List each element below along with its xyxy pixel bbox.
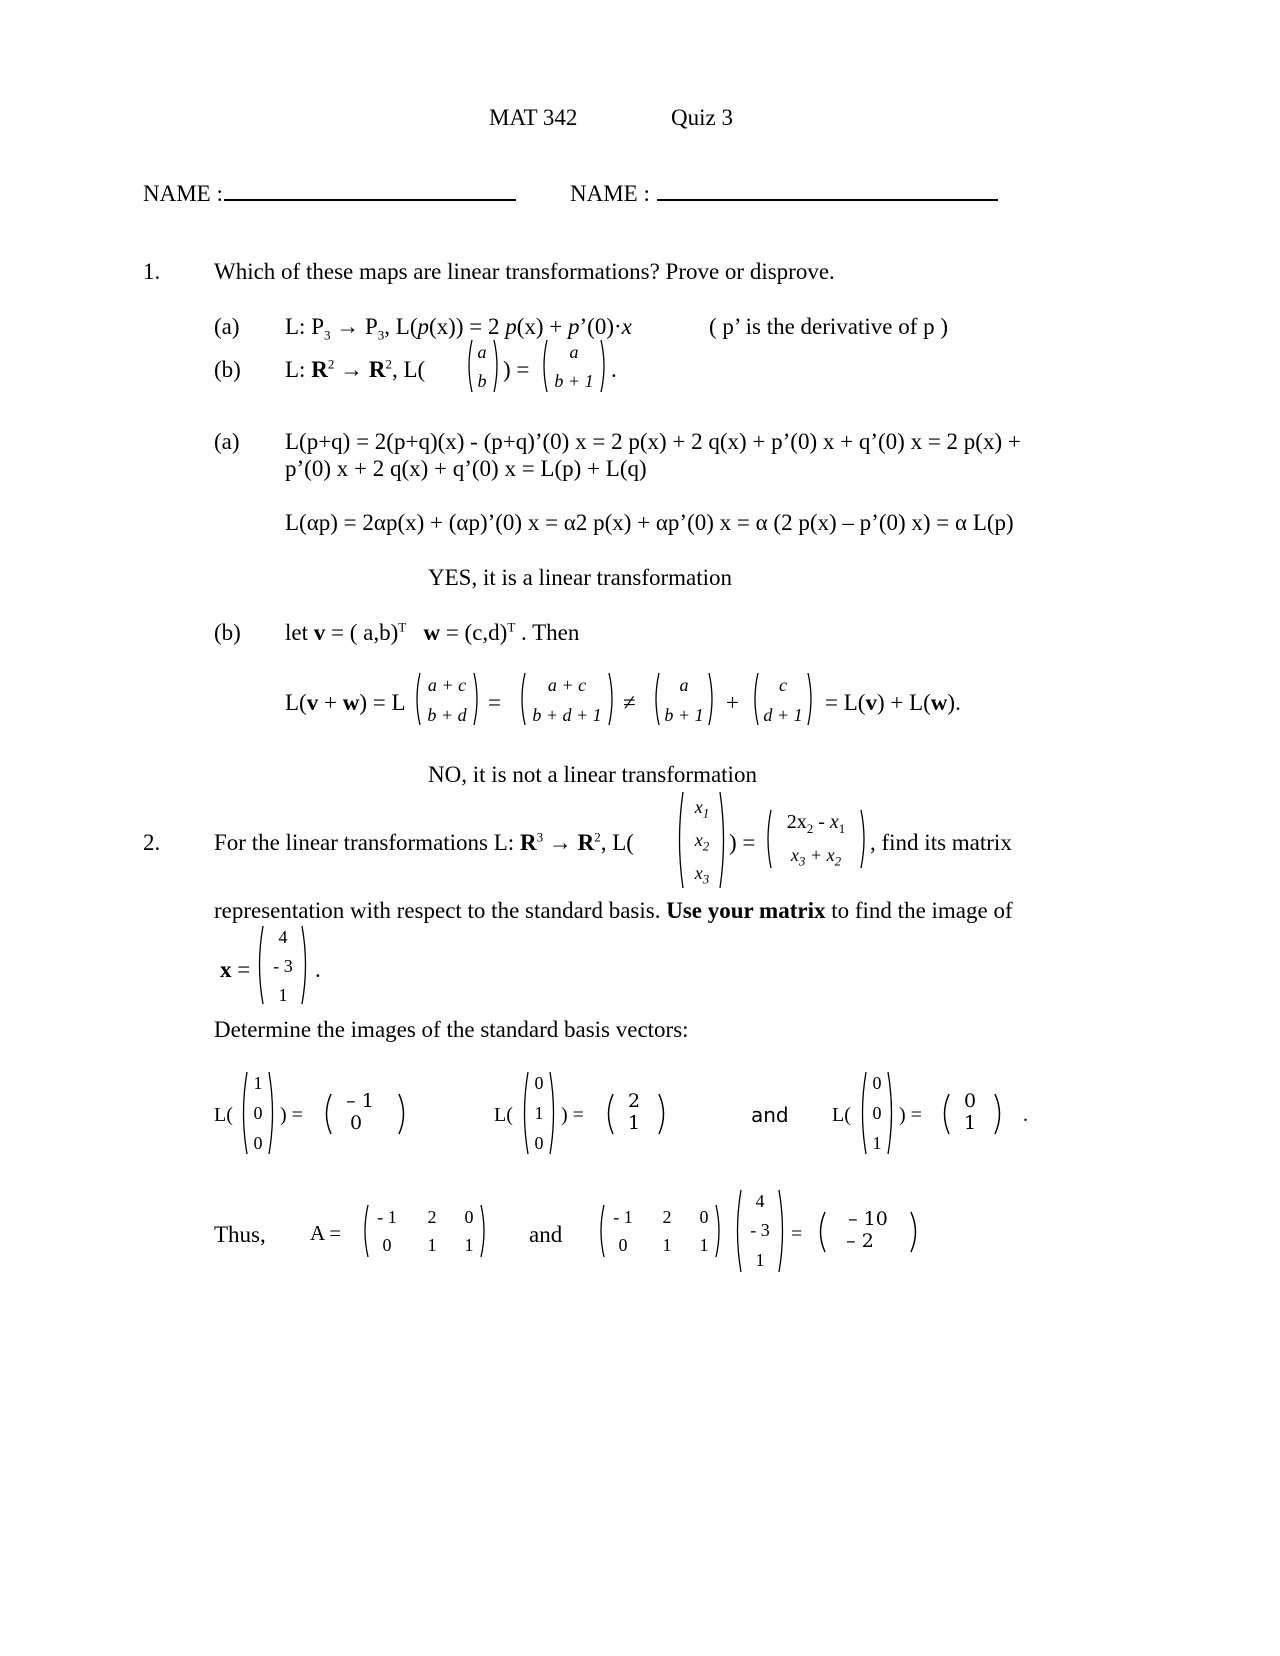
xvec-right-paren bbox=[301, 924, 309, 1006]
A2-r1c2: 2 bbox=[662, 1207, 672, 1227]
basis-2-v3: 0 bbox=[534, 1133, 544, 1153]
xvec-period: . bbox=[315, 957, 321, 982]
A-right-paren bbox=[480, 1203, 488, 1259]
basis-2-v2: 1 bbox=[534, 1103, 544, 1123]
paren-bout-left bbox=[540, 338, 548, 394]
m2-right-paren bbox=[608, 671, 616, 727]
solution-a-line-2: p’(0) x + 2 q(x) + q’(0) x = L(p) + L(q) bbox=[285, 456, 647, 481]
result-right-paren bbox=[910, 1210, 920, 1254]
course-title: MAT 342 bbox=[489, 105, 578, 130]
A-label: A = bbox=[310, 1221, 342, 1245]
part-a-note: ( p’ is the derivative of p ) bbox=[709, 314, 949, 339]
basis-1-v3: 0 bbox=[253, 1133, 263, 1153]
solution-a-label: (a) bbox=[214, 429, 240, 454]
solution-b-rhs: = L(v) + L(w). bbox=[825, 690, 961, 715]
xvec-1: 4 bbox=[278, 927, 288, 947]
problem-1-question: Which of these maps are linear transformations? Prove or disprove. bbox=[214, 259, 835, 284]
p2-in-x1: $x_1$ bbox=[694, 797, 710, 821]
A2-r2c1: 0 bbox=[618, 1235, 628, 1255]
xvec-3: 1 bbox=[278, 985, 288, 1005]
p2-eqclose: ) = bbox=[729, 830, 756, 855]
p2-out-top: $2x_2 - x_1$ bbox=[786, 811, 846, 836]
solution-a-line-1: L(p+q) = 2(p+q)(x) - (p+q)’(0) x = 2 p(x) + 2 q(x) + p’(0) x + q’(0) x = 2 p(x) + bbox=[285, 429, 1021, 454]
prod-vec-right-paren bbox=[778, 1188, 786, 1274]
solution-b-label: (b) bbox=[214, 620, 241, 645]
basis-1-v2: 0 bbox=[253, 1103, 263, 1123]
solution-b-lhs: L(v + w) = L bbox=[285, 690, 406, 715]
m4-right-paren bbox=[807, 671, 815, 727]
m3-bottom: b + 1 bbox=[664, 705, 704, 725]
part-b-vec-out-b: b + 1 bbox=[554, 371, 594, 391]
eq-sign: = bbox=[488, 690, 501, 715]
basis-3-v1: 0 bbox=[872, 1073, 882, 1093]
p2-in-left-paren bbox=[676, 790, 684, 890]
name-label-2: NAME : bbox=[570, 181, 650, 206]
determine-text: Determine the images of the standard basis vectors: bbox=[214, 1017, 689, 1042]
m3-top: a bbox=[679, 675, 689, 695]
p2-in-right-paren bbox=[719, 790, 727, 890]
A2-r1c1: - 1 bbox=[613, 1207, 633, 1227]
b1img-left-paren bbox=[322, 1092, 332, 1136]
basis-3-L: L( bbox=[832, 1104, 851, 1126]
A-r2c2: 1 bbox=[427, 1235, 437, 1255]
prod-eq: = bbox=[791, 1223, 803, 1245]
m1-left-paren bbox=[413, 671, 421, 727]
x-vector-label: x = bbox=[220, 957, 251, 982]
m1-bottom: b + d bbox=[427, 705, 467, 725]
basis-3-img-top: 0 bbox=[963, 1090, 977, 1112]
A-r2c3: 1 bbox=[464, 1235, 474, 1255]
result-left-paren bbox=[816, 1210, 826, 1254]
name-label-1: NAME : bbox=[143, 181, 223, 206]
part-b-period: . bbox=[611, 357, 617, 382]
neq-sign: ≠ bbox=[623, 690, 636, 715]
solution-b-let: let v = ( a,b)$^T$ $w = (c,d)^T$ . Then bbox=[285, 619, 580, 645]
result-bottom: – 2 bbox=[846, 1230, 874, 1252]
basis-1-L: L( bbox=[214, 1104, 233, 1126]
plus-sign: + bbox=[726, 690, 739, 715]
basis-3-v2: 0 bbox=[872, 1103, 882, 1123]
paren-bin-right bbox=[493, 338, 501, 394]
solution-b-verdict: NO, it is not a linear transformation bbox=[428, 762, 757, 787]
A-left-paren bbox=[361, 1203, 369, 1259]
m3-right-paren bbox=[708, 671, 716, 727]
basis-2-L: L( bbox=[494, 1104, 513, 1126]
A2-right-paren bbox=[715, 1203, 723, 1259]
basis-1-close: ) = bbox=[280, 1104, 303, 1126]
basis-3-v3: 1 bbox=[872, 1133, 882, 1153]
basis-3-img-bottom: 1 bbox=[963, 1112, 977, 1134]
m3-left-paren bbox=[652, 671, 660, 727]
result-top: – 10 bbox=[848, 1208, 888, 1230]
m4-top: c bbox=[779, 675, 787, 695]
solution-a-line-3: L(αp) = 2αp(x) + (αp)’(0) x = α2 p(x) + αp’(0) x = α (2 p(x) – p’(0) x) = α L(p) bbox=[285, 510, 1014, 535]
m1-top: a + c bbox=[427, 675, 467, 695]
A2-r1c3: 0 bbox=[699, 1207, 709, 1227]
p2-out-bottom: $x_3 + x_2$ bbox=[790, 845, 842, 869]
part-b-vec-in-a: a bbox=[477, 342, 487, 362]
quiz-title: Quiz 3 bbox=[671, 105, 733, 130]
A-r2c1: 0 bbox=[382, 1235, 392, 1255]
A2-r2c3: 1 bbox=[699, 1235, 709, 1255]
prod-vec-3: 1 bbox=[755, 1250, 765, 1270]
m2-top: a + c bbox=[547, 675, 587, 695]
b3img-left-paren bbox=[940, 1092, 950, 1136]
paren-bout-right bbox=[600, 338, 608, 394]
part-b-vec-in-b: b bbox=[477, 371, 487, 391]
A2-r2c2: 1 bbox=[662, 1235, 672, 1255]
basis-1-img-bottom: 0 bbox=[349, 1112, 363, 1134]
A-r1c1: - 1 bbox=[377, 1207, 397, 1227]
and-text-1: and bbox=[751, 1103, 789, 1127]
b1-right-paren bbox=[268, 1070, 276, 1156]
p2-in-x3: $x_3$ bbox=[694, 863, 710, 887]
p2-out-left-paren bbox=[764, 808, 772, 870]
part-a-label: (a) bbox=[214, 314, 240, 339]
b3-right-paren bbox=[887, 1070, 895, 1156]
b3img-right-paren bbox=[994, 1092, 1004, 1136]
name-line-1 bbox=[224, 199, 516, 201]
p2-tail: , find its matrix bbox=[870, 830, 1012, 855]
prod-vec-1: 4 bbox=[755, 1191, 765, 1211]
m2-bottom: b + d + 1 bbox=[532, 705, 602, 725]
A2-left-paren bbox=[597, 1203, 605, 1259]
name-line-2 bbox=[657, 199, 998, 201]
problem-2-number: 2. bbox=[143, 830, 161, 855]
p2-out-right-paren bbox=[860, 808, 868, 870]
part-a-map: L: $P_3 \to P_3$, L(p(x)) = 2 p(x) + p’(0)·x bbox=[285, 314, 632, 343]
basis-period: . bbox=[1023, 1104, 1028, 1126]
m2-left-paren bbox=[518, 671, 526, 727]
and-text-2: and bbox=[529, 1222, 563, 1247]
b2-right-paren bbox=[549, 1070, 557, 1156]
A-r1c2: 2 bbox=[427, 1207, 437, 1227]
p2-line-2: representation with respect to the standard basis. Use your matrix to find the image of bbox=[214, 898, 1013, 923]
problem-1-number: 1. bbox=[143, 259, 161, 284]
b2img-right-paren bbox=[658, 1092, 668, 1136]
thus-text: Thus, bbox=[214, 1222, 266, 1247]
b1img-right-paren bbox=[398, 1092, 408, 1136]
p2-in-x2: $x_2$ bbox=[694, 830, 710, 854]
basis-1-v1: 1 bbox=[253, 1073, 263, 1093]
m4-bottom: d + 1 bbox=[763, 705, 803, 725]
basis-3-close: ) = bbox=[899, 1104, 922, 1126]
part-b-label: (b) bbox=[214, 357, 241, 382]
basis-2-close: ) = bbox=[561, 1104, 584, 1126]
problem-2-intro: For the linear transformations L: $R^3 \to R^2$, L( bbox=[214, 829, 634, 855]
part-b-close: ) = bbox=[503, 357, 530, 382]
prod-vec-2: - 3 bbox=[750, 1220, 770, 1240]
m4-left-paren bbox=[751, 671, 759, 727]
basis-1-img-top: – 1 bbox=[346, 1090, 374, 1112]
basis-2-img-top: 2 bbox=[627, 1090, 641, 1112]
xvec-2: - 3 bbox=[273, 956, 293, 976]
m1-right-paren bbox=[473, 671, 481, 727]
basis-2-img-bottom: 1 bbox=[627, 1112, 641, 1134]
b2img-left-paren bbox=[604, 1092, 614, 1136]
solution-a-verdict: YES, it is a linear transformation bbox=[428, 565, 733, 590]
A-r1c3: 0 bbox=[464, 1207, 474, 1227]
part-b-vec-out-a: a bbox=[569, 342, 579, 362]
basis-2-v1: 0 bbox=[534, 1073, 544, 1093]
part-b-map: L: $R^2 \to R^2$, L( bbox=[285, 356, 426, 382]
